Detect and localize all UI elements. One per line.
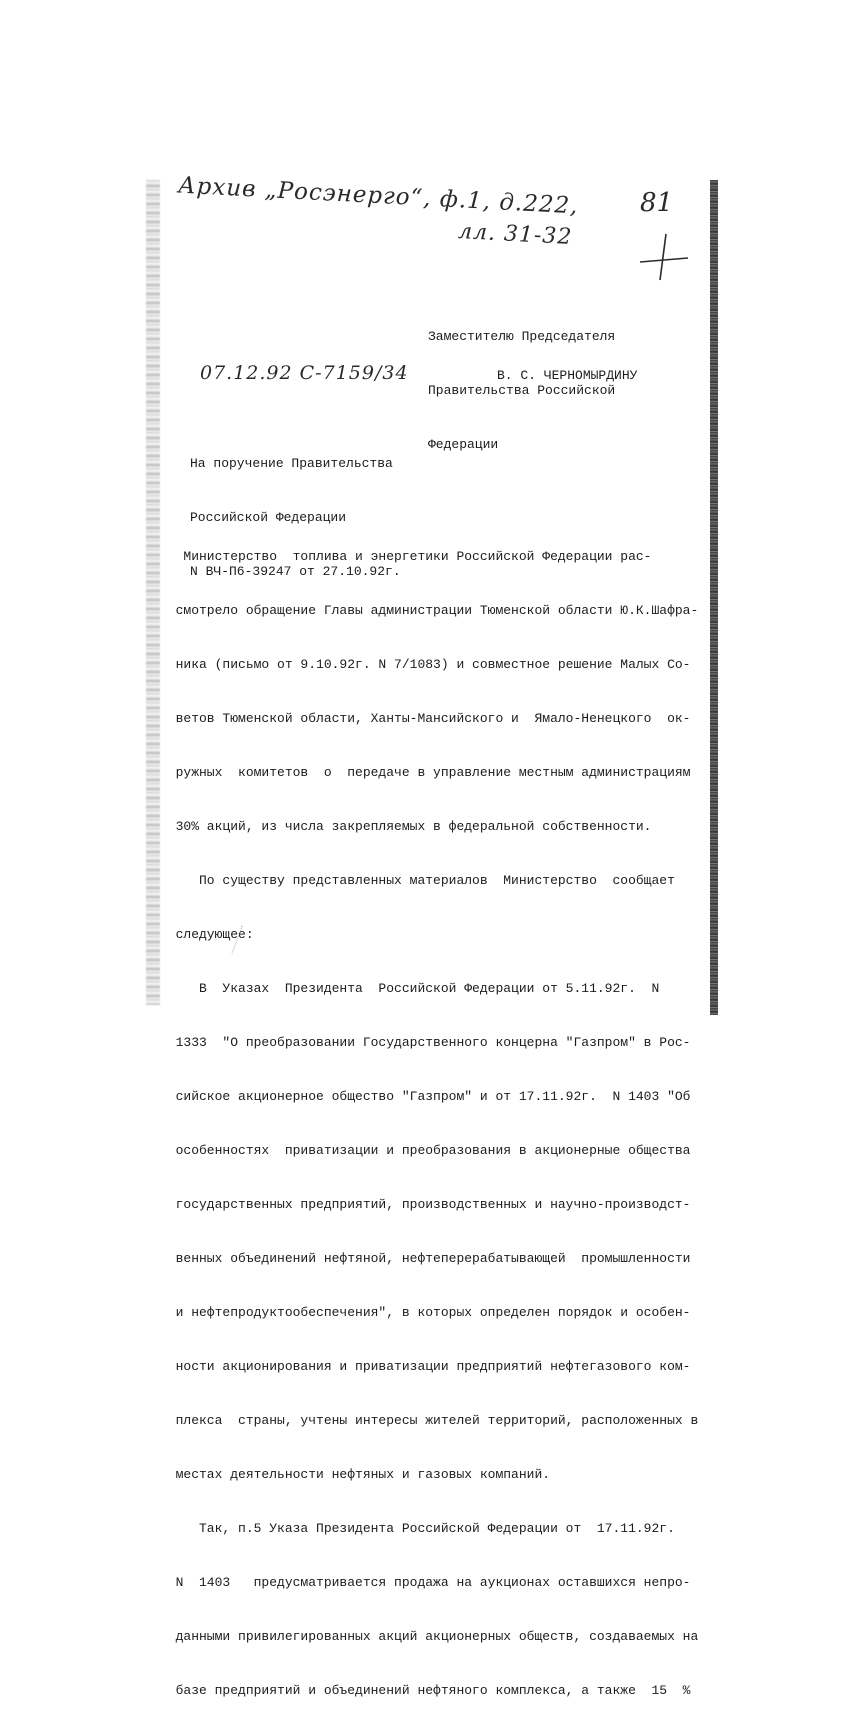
handwritten-archive-sheets: лл. 31-32 (457, 219, 574, 250)
body-line: 1333 "О преобразовании Государственного концерна "Газпром" в Рос- (160, 1035, 691, 1050)
handwritten-cross-mark (640, 232, 690, 282)
scan-left-edge (146, 180, 160, 1005)
addressee-line: Заместителю Председателя (428, 329, 616, 344)
body-line: В Указах Президента Российской Федерации от 5.11.92г. N (160, 981, 660, 996)
body-line: смотрело обращение Главы администрации Тюменской области Ю.К.Шафра- (160, 603, 699, 618)
body-line: базе предприятий и объединений нефтяного комплекса, а также 15 % (160, 1683, 691, 1698)
body-line: ружных комитетов о передаче в управление местным администрациям (160, 765, 691, 780)
addressee-block (428, 292, 615, 490)
handwritten-page-number: 81 (640, 188, 674, 218)
body-line: сийское акционерное общество "Газпром" и от 17.11.92г. N 1403 "Об (160, 1089, 691, 1104)
addressee-line: Федерации (428, 437, 499, 452)
body-line: ности акционирования и приватизации предприятий нефтегазового ком- (160, 1359, 691, 1374)
instruction-line: N ВЧ-П6-39247 от 27.10.92г. (190, 564, 401, 579)
body-line: ника (письмо от 9.10.92г. N 7/1083) и совместное решение Малых Со- (160, 657, 691, 672)
scan-right-edge (710, 180, 718, 1015)
addressee-line: Правительства Российской (428, 383, 616, 398)
body-line: венных объединений нефтяной, нефтеперерабатывающей промышленности (160, 1251, 691, 1266)
handwritten-registration-number: 07.12.92 С-7159/34 (200, 362, 409, 384)
body-line: и нефтепродуктообеспечения", в которых определен порядок и особен- (160, 1305, 691, 1320)
instruction-line: На поручение Правительства (190, 456, 393, 471)
body-line: Министерство топлива и энергетики Российской Федерации рас- (160, 549, 652, 564)
body-line: плекса страны, учтены интересы жителей территорий, расположенных в (160, 1413, 699, 1428)
body-line: государственных предприятий, производственных и научно-производст- (160, 1197, 691, 1212)
letter-body (160, 512, 698, 1736)
body-line: местах деятельности нефтяных и газовых компаний. (160, 1467, 551, 1482)
body-line: ветов Тюменской области, Ханты-Мансийского и Ямало-Ненецкого ок- (160, 711, 691, 726)
body-line: N 1403 предусматривается продажа на аукционах оставшихся непро- (160, 1575, 691, 1590)
body-line: особенностях приватизации и преобразования в акционерные общества (160, 1143, 691, 1158)
body-line: По существу представленных материалов Министерство сообщает (160, 873, 675, 888)
handwritten-archive-note: Архив „Росэнерго“, ф.1, д.222, (177, 172, 580, 220)
body-line: следующее: (160, 927, 254, 942)
body-line: 30% акций, из числа закрепляемых в федеральной собственности. (160, 819, 652, 834)
instruction-line: Российской Федерации (190, 510, 347, 525)
addressee-name: В. С. ЧЕРНОМЫРДИНУ (497, 368, 638, 383)
body-line: данными привилегированных акций акционерных обществ, создаваемых на (160, 1629, 699, 1644)
body-line: Так, п.5 Указа Президента Российской Федерации от 17.11.92г. (160, 1521, 675, 1536)
